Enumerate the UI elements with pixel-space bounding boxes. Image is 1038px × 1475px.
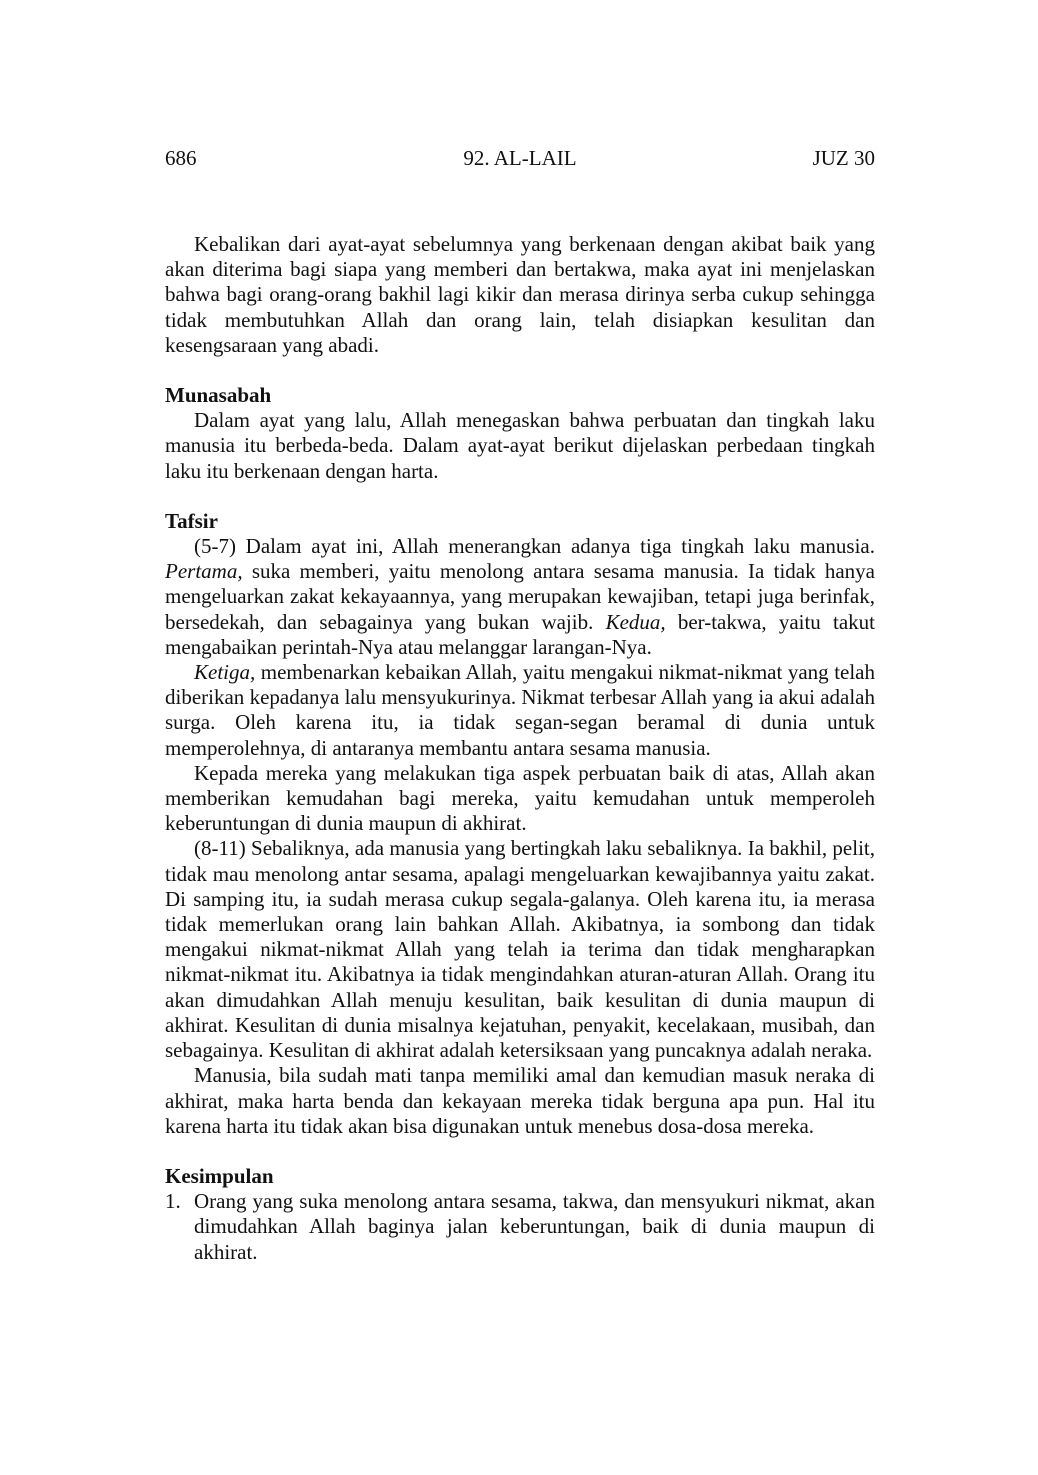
tafsir-paragraph-5: Manusia, bila sudah mati tanpa memiliki amal dan kemudian masuk neraka di akhirat, maka harta benda dan kekayaan mereka tidak berguna apa pun. Hal itu karena harta itu tidak akan bisa digunakan untuk menebus dosa-dosa mereka. [165,1063,875,1138]
list-item-text: Orang yang suka menolong antara sesama, takwa, dan mensyukuri nikmat, akan dimudahkan Allah baginya jalan keberuntungan, baik di dunia maupun di akhirat. [194,1189,875,1264]
tafsir-p1-text-a: (5-7) Dalam ayat ini, Allah menerangkan adanya tiga tingkah laku manusia. [194,534,875,559]
surah-title: 92. AL-LAIL [463,146,577,170]
tafsir-p1-text-c: ber-takwa, yaitu takut mengabaikan perintah-Nya atau melanggar larangan-Nya. [165,609,875,659]
ketiga-term: Ketiga, [194,660,256,685]
munasabah-heading: Munasabah [165,383,272,408]
section-gap [165,1139,875,1164]
intro-paragraph: Kebalikan dari ayat-ayat sebelumnya yang berkenaan dengan akibat baik yang akan diterima bagi siapa yang memberi dan bertakwa, maka ayat ini menjelaskan bahwa bagi orang-orang bakhil lagi kikir dan merasa dirinya serba cukup sehingga tidak membutuhkan Allah dan orang lain, telah disiapkan kesulitan dan kesengsaraan yang abadi. [165,232,875,357]
section-gap [165,358,875,383]
book-page [165,0,875,1475]
section-gap [165,484,875,509]
tafsir-p1-text-b: suka memberi, yaitu menolong antara sesama manusia. Ia tidak hanya mengeluarkan zakat kekayaannya, yang merupakan kewajiban, tetapi juga berinfak, bersedekah, dan sebagainya yang bukan wajib. [165,559,875,634]
page-content [165,232,875,1265]
tafsir-paragraph-2 [165,660,875,761]
list-item [165,1189,875,1265]
running-header [165,143,875,173]
pertama-term: Pertama, [165,559,243,584]
tafsir-paragraph-1 [165,534,875,660]
juz-label: JUZ 30 [812,146,875,170]
tafsir-p2-text-a: membenarkan kebaikan Allah, yaitu mengakui nikmat-nikmat yang telah diberikan kepadanya lalu mensyukurinya. Nikmat terbesar Allah yang ia akui adalah surga. Oleh karena itu, ia tidak segan-segan beramal di dunia untuk memperolehnya, di antaranya membantu antara sesama manusia. [165,660,875,760]
list-item-number: 1. [165,1189,181,1214]
kedua-term: Kedua, [605,609,666,634]
munasabah-paragraph: Dalam ayat yang lalu, Allah menegaskan bahwa perbuatan dan tingkah laku manusia itu berbeda-beda. Dalam ayat-ayat berikut dijelaskan perbedaan tingkah laku itu berkenaan dengan harta. [165,408,875,483]
tafsir-heading: Tafsir [165,508,218,533]
kesimpulan-heading: Kesimpulan [165,1163,274,1188]
page-number: 686 [165,146,197,170]
tafsir-paragraph-3: Kepada mereka yang melakukan tiga aspek perbuatan baik di atas, Allah akan memberikan kemudahan bagi mereka, yaitu kemudahan untuk memperoleh keberuntungan di dunia maupun di akhirat. [165,760,875,836]
tafsir-paragraph-4: (8-11) Sebaliknya, ada manusia yang bertingkah laku sebaliknya. Ia bakhil, pelit, tidak mau menolong antar sesama, apalagi mengeluarkan kewajibannya yaitu zakat. Di samping itu, ia sudah merasa cukup segala-galanya. Oleh karena itu, ia merasa tidak memerlukan orang lain bahkan Allah. Akibatnya, ia sombong dan tidak mengakui nikmat-nikmat Allah yang telah ia terima dan tidak mengharapkan nikmat-nikmat itu. Akibatnya ia tidak mengindahkan aturan-aturan Allah. Orang itu akan dimudahkan Allah menuju kesulitan, baik kesulitan di dunia maupun di akhirat. Kesulitan di dunia misalnya kejatuhan, penyakit, kecelakaan, musibah, dan sebagainya. Kesulitan di akhirat adalah ketersiksaan yang puncaknya adalah neraka. [165,836,875,1063]
conclusion-list [165,1189,875,1265]
